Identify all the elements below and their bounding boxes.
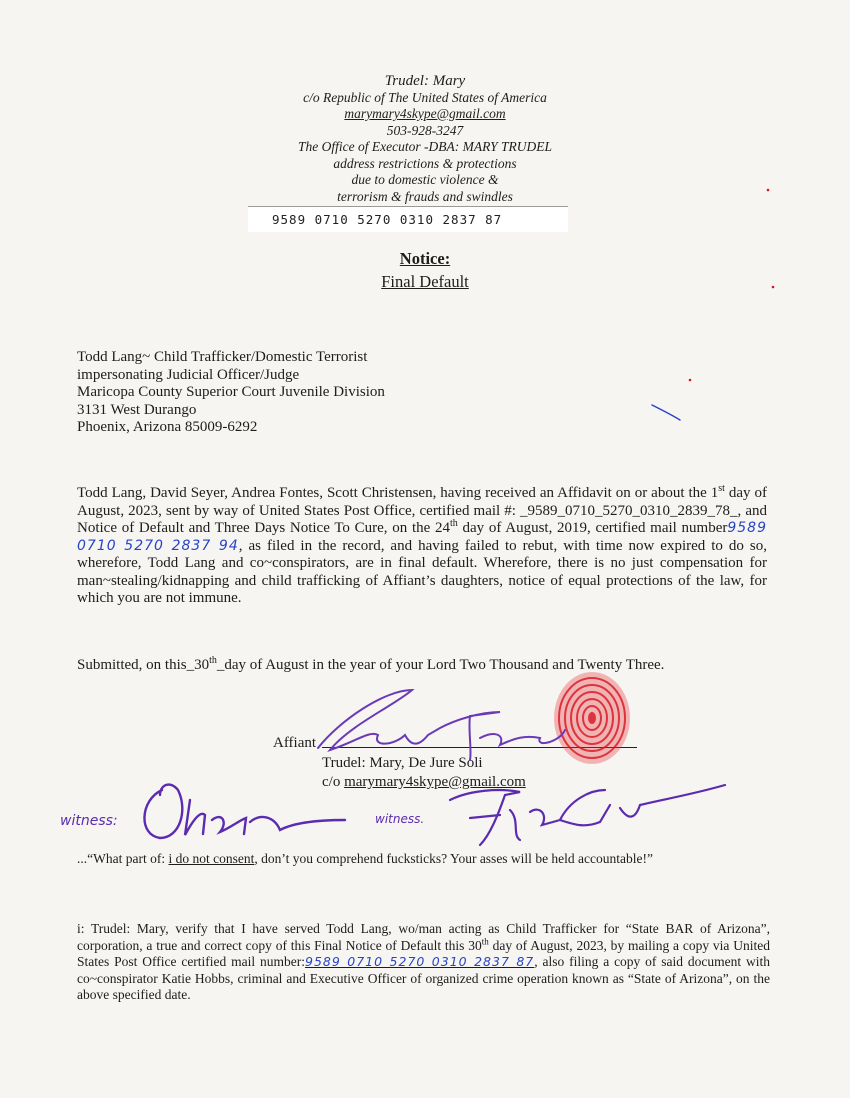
affiant-contact bbox=[322, 774, 526, 791]
submitted-post: _day of August in the year of your Lord Two Thousand and Twenty Three. bbox=[216, 657, 665, 673]
body-sup-2: th bbox=[450, 518, 458, 529]
signature-line bbox=[322, 747, 637, 748]
recipient-line-1: Todd Lang~ Child Trafficker/Domestic Terrorist bbox=[77, 349, 368, 365]
service-text-1: i: Trudel: Mary, verify that I have served Todd Lang, wo/man acting as Child Trafficker for “State BAR of Arizona”, corporation, a true and correct copy of this Final Notice of Default this 30 bbox=[77, 921, 770, 953]
recipient-line-3: Maricopa County Superior Court Juvenile Division bbox=[77, 384, 385, 400]
sender-name: Trudel: Mary bbox=[384, 73, 466, 89]
service-text-2: day of August, 2023, by mailing a copy via United States Post Office certified mail number: bbox=[77, 937, 770, 969]
submitted-pre: Submitted, on this_30 bbox=[77, 657, 210, 673]
sender-care-of: c/o Republic of The United States of America bbox=[303, 89, 547, 105]
witness-1-signature bbox=[144, 785, 345, 838]
affiant-name: Trudel: Mary, De Jure Soli bbox=[322, 755, 483, 771]
service-text-3: , also filing a copy of said document with co~conspirator Katie Hobbs, criminal and Executive Officer of organized crime operation known as “State of Arizona”, on the above specified date. bbox=[77, 954, 770, 1002]
body-text-3: day of August, 2019, certified mail number bbox=[457, 520, 728, 536]
restrictions-line-2: due to domestic violence & bbox=[351, 172, 499, 187]
recipient-line-2: impersonating Judicial Officer/Judge bbox=[77, 366, 300, 383]
submitted-sup: th bbox=[209, 655, 217, 666]
handwritten-mail-number: 9589 0710 5270 2837 94 bbox=[77, 520, 767, 554]
recipient-line-4: 3131 West Durango bbox=[77, 401, 197, 418]
body-text-4: , as filed in the record, and having failed to rebut, with time now expired to do so, wherefore, Todd Lang and co~conspirators, are in final default. Wherefore, there is no just compensation for man~stealing/kidnapping and child trafficking of Affiant’s daughters, notice of equal protections of the law, for which you are not immune. bbox=[77, 537, 767, 606]
sender-phone: 503-928-3247 bbox=[386, 122, 464, 138]
submitted-line bbox=[77, 655, 664, 674]
sender-header bbox=[0, 73, 850, 205]
restrictions-line-3: terrorism & frauds and swindles bbox=[337, 188, 513, 204]
affiant-signature bbox=[318, 690, 565, 760]
body-text-2: day of August, 2023, sent by way of United States Post Office, certified mail #: _9589_0710_5270_0310_2839_78_, and Notice of Default and Three Days Notice To Cure, on the 24 bbox=[77, 485, 768, 536]
witness-2-label: witness. bbox=[375, 812, 425, 826]
service-paragraph bbox=[77, 921, 770, 1004]
quote-post: , don’t you comprehend fucksticks? Your asses will be held accountable!” bbox=[254, 851, 653, 866]
affiant-co: c/o bbox=[322, 774, 345, 790]
recipient-address bbox=[77, 349, 385, 437]
tracking-number-label: 9589 0710 5270 0310 2837 87 bbox=[248, 206, 568, 232]
recipient-line-5: Phoenix, Arizona 85009-6292 bbox=[77, 419, 258, 435]
stray-dot bbox=[689, 379, 692, 382]
fingerprint-icon bbox=[554, 672, 630, 764]
service-handwritten-number: 9589 0710 5270 0310 2837 87 bbox=[305, 954, 535, 969]
body-text-1: Todd Lang, David Seyer, Andrea Fontes, Scott Christensen, having received an Affidavit on or about the 1 bbox=[77, 485, 719, 501]
affiant-email: marymary4skype@gmail.com bbox=[344, 774, 526, 790]
sender-email: marymary4skype@gmail.com bbox=[344, 106, 506, 121]
stray-ink-mark bbox=[652, 405, 680, 420]
witness-1-label: witness: bbox=[60, 813, 118, 829]
final-default-subtitle: Final Default bbox=[381, 272, 469, 291]
quote-pre: ...“What part of: bbox=[77, 851, 169, 866]
notice-title: Notice: bbox=[399, 249, 451, 268]
quote-line bbox=[77, 851, 653, 867]
witness-2-signature bbox=[450, 785, 725, 845]
sender-office: The Office of Executor -DBA: MARY TRUDEL bbox=[298, 139, 552, 154]
service-sup: th bbox=[481, 936, 489, 946]
quote-underlined: i do not consent bbox=[168, 851, 255, 866]
affiant-label: Affiant bbox=[273, 735, 317, 751]
body-paragraph bbox=[77, 485, 767, 608]
restrictions-line-1: address restrictions & protections bbox=[333, 155, 517, 171]
body-sup-1: st bbox=[718, 483, 725, 494]
